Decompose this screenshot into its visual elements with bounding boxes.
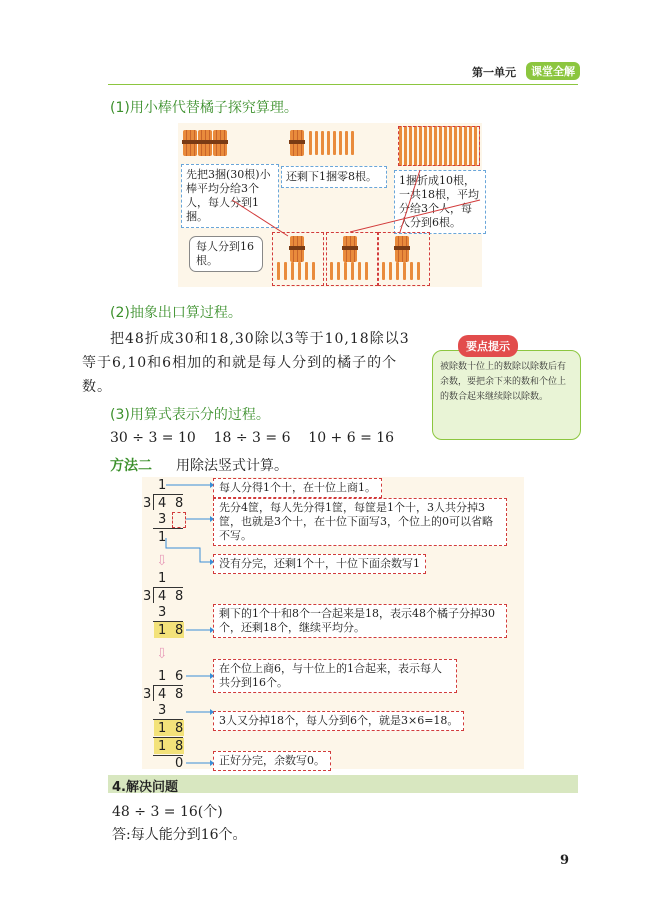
brought-down-2: 8 — [175, 623, 184, 638]
method2-label: 方法二 — [110, 458, 152, 474]
unit-label: 第一单元 — [472, 66, 516, 79]
down-arrow-1: ⇩ — [156, 553, 168, 569]
quotient-tens-2: 1 — [158, 571, 167, 586]
part3-title: (3)用算式表示分的过程。 — [110, 407, 270, 423]
dividend-tens-1: 4 — [158, 496, 167, 511]
remainder-3: 1 — [158, 721, 167, 736]
method2-text: 用除法竖式计算。 — [176, 458, 288, 474]
note-6: 3人又分掉18个，每人分到6个，就是3×6=18。 — [213, 711, 464, 731]
divisor-1: 3 — [143, 496, 152, 511]
section4-title: 4.解决问题 — [112, 780, 178, 795]
divisor-3: 3 — [143, 687, 152, 702]
brought-down-3: 8 — [175, 721, 184, 736]
explain-box-right: 1捆折成10根，一共18根，平均分给3个人，每人分到6根。 — [394, 170, 486, 234]
dividend-tens-2: 4 — [158, 589, 167, 604]
dividend-tens-3: 4 — [158, 687, 167, 702]
page-number: 9 — [560, 853, 570, 868]
remainder-2: 1 — [158, 623, 167, 638]
subtract-18-tens: 1 — [158, 739, 167, 754]
tip-title: 要点提示 — [458, 335, 518, 357]
dividend-ones-3: 8 — [175, 687, 184, 702]
note-2: 先分4筐，每人先分得1筐，每筐是1个十，3人共分掉3筐，也就是3个十，在十位下面写3，个位上的0可以省略不写。 — [213, 498, 507, 546]
note-4: 剩下的1个十和8个一合起来是18，表示48个橘子分掉30个，还剩18个，继续平均分。 — [213, 604, 507, 638]
dividend-ones-1: 8 — [175, 496, 184, 511]
divisor-2: 3 — [143, 589, 152, 604]
subtract-18-ones: 8 — [175, 739, 184, 754]
note-1: 每人分得1个十，在十位上商1。 — [213, 478, 382, 498]
subtract-3: 3 — [158, 703, 167, 718]
speech-bubble: 每人分到16根。 — [189, 236, 263, 272]
section4-answer: 答:每人能分到16个。 — [112, 827, 247, 843]
quotient-ones-3: 6 — [175, 669, 184, 684]
explain-box-middle: 还剩下1捆零8根。 — [281, 166, 387, 188]
section4-bar — [108, 775, 578, 793]
quotient-tens-1: 1 — [158, 478, 167, 493]
part1-title: (1)用小棒代替橘子探究算理。 — [110, 100, 298, 116]
remainder-final: 0 — [175, 756, 184, 771]
part3-equation: 30 ÷ 3 = 10 18 ÷ 3 = 6 10 + 6 = 16 — [110, 430, 395, 446]
note-7: 正好分完，余数写0。 — [213, 751, 331, 771]
part2-title: (2)抽象出口算过程。 — [110, 305, 242, 321]
note-3: 没有分完，还剩1个十，十位下面余数写1 — [213, 554, 426, 574]
part2-text: 把48折成30和18,30除以3等于10,18除以3等于6,10和6相加的和就是每人分到的橘子的个数。 — [82, 331, 410, 395]
section4-equation: 48 ÷ 3 = 16(个) — [112, 804, 223, 820]
quotient-tens-3: 1 — [158, 669, 167, 684]
remainder-1: 1 — [158, 530, 167, 545]
dividend-ones-2: 8 — [175, 589, 184, 604]
down-arrow-2: ⇩ — [156, 646, 168, 662]
explain-box-left: 先把3捆(30根)小棒平均分给3个人，每人分到1捆。 — [181, 164, 279, 228]
subtract-2: 3 — [158, 605, 167, 620]
tip-text: 被除数十位上的数除以除数后有余数，要把余下来的数和个位上的数合起来继续除以除数。 — [440, 362, 567, 402]
note-5: 在个位上商6，与十位上的1合起来，表示每人共分到16个。 — [213, 659, 457, 693]
subtract-1: 3 — [158, 512, 167, 527]
section-badge: 课堂全解 — [526, 62, 580, 80]
